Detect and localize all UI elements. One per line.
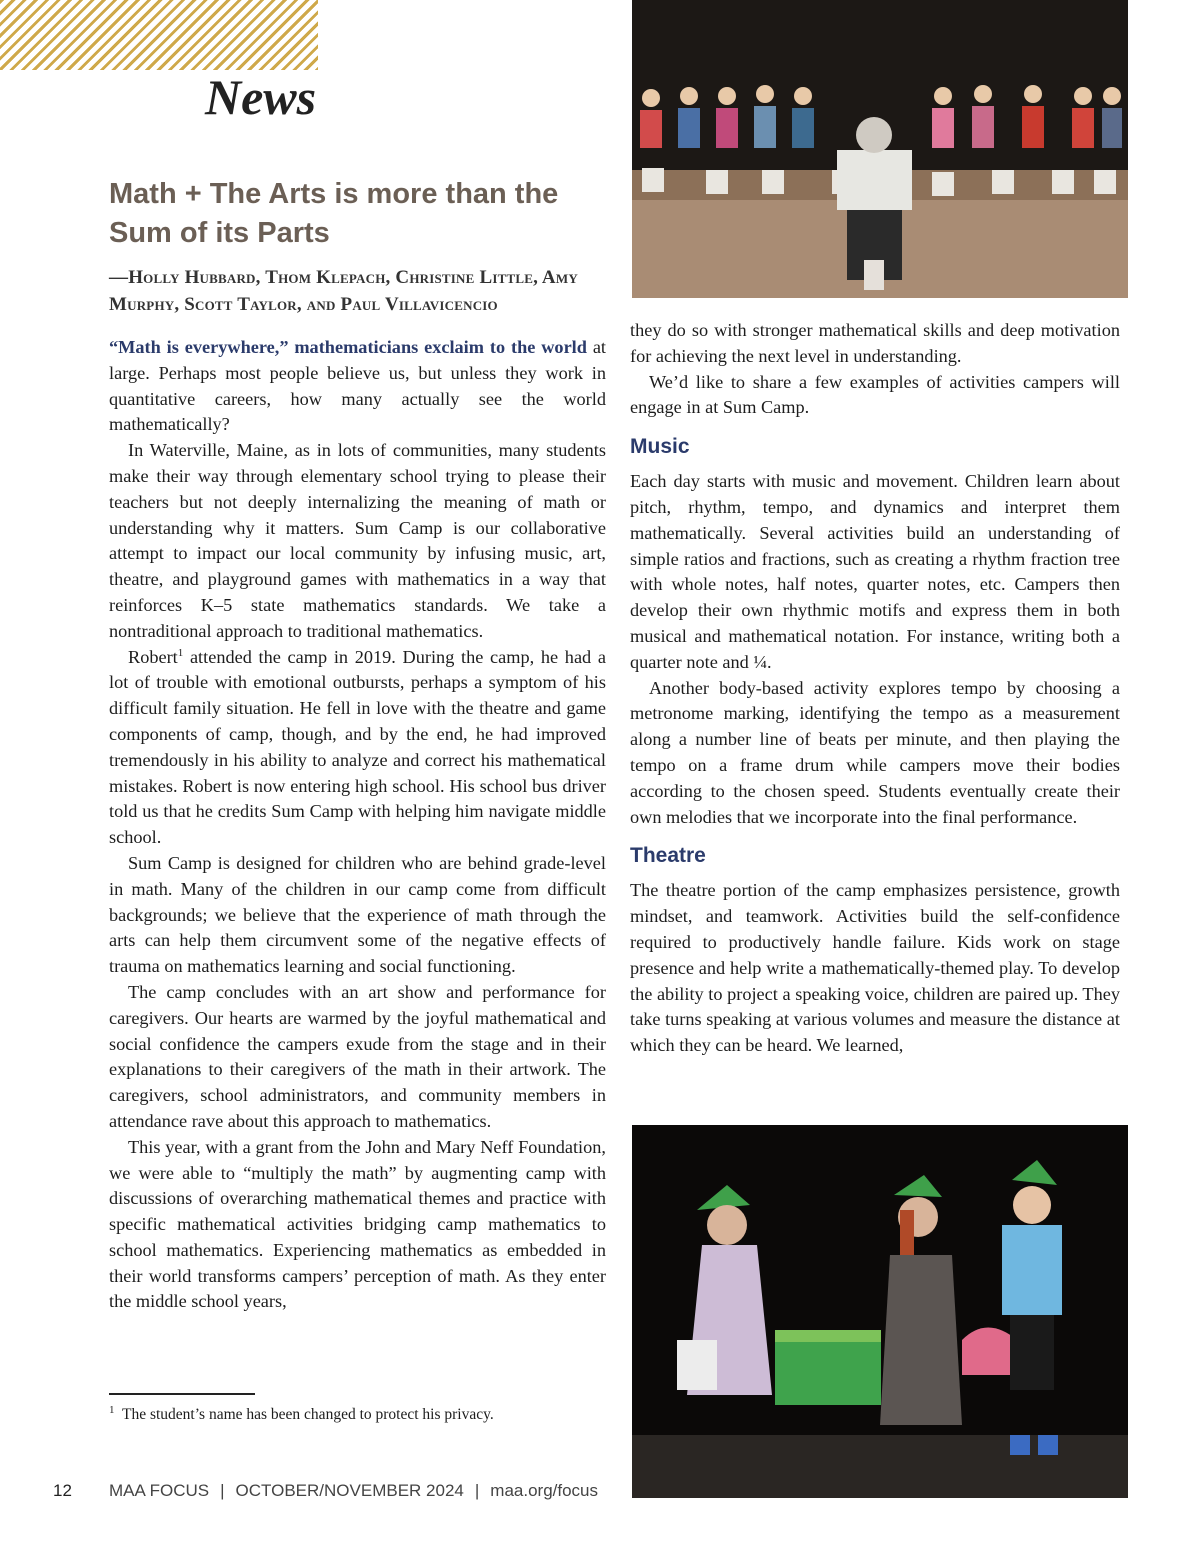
- footer-separator-1: |: [220, 1481, 225, 1500]
- paragraph-3-rest: attended the camp in 2019. During the camp, he had a lot of trouble with emotional outbursts, perhaps a symptom of his difficult family situation. He fell in love with the theatre and game components of camp, though, and by the end, he had improved tremendously in his ability to analyze and correct his mathematical mistakes. Robert is now entering high school. His school bus driver told us that he credits Sum Camp with helping him navigate middle school.: [109, 646, 606, 848]
- footer-separator-2: |: [474, 1481, 480, 1500]
- decorative-stripes: [0, 0, 318, 70]
- photo-drumming-campers: [632, 0, 1128, 298]
- paragraph-8: We’d like to share a few examples of activities campers will engage in at Sum Camp.: [630, 371, 1120, 418]
- footnote-text: The student’s name has been changed to protect his privacy.: [121, 1406, 494, 1423]
- music-heading: Music: [630, 435, 690, 459]
- paragraph-3: [109, 645, 606, 851]
- lead-text: “Math is everywhere,” mathematicians exclaim to the world: [109, 337, 587, 357]
- name-robert: Robert: [128, 646, 178, 667]
- paragraph-11: The theatre portion of the camp emphasizes persistence, growth mindset, and teamwork. Activities build the self-confidence required to productively handle failure. Kids work on stage presence and help write a mathematically-themed play. To develop the ability to project a speaking voice, children are paired up. They take turns speaking at various volumes and measure the distance at which they can be heard. We learned,: [630, 880, 1120, 1056]
- paragraph-2: In Waterville, Maine, as in lots of communities, many students make their way through elementary school trying to please their teachers but not deeply internalizing the meaning of math or understanding why it matters. Sum Camp is our collaborative attempt to impact our local community by infusing music, art, theatre, and playground games with mathematics in a way that reinforces K–5 state mathematics standards. We take a nontraditional approach to traditional mathematics.: [109, 440, 606, 641]
- photo-theatre-performance: [632, 1125, 1128, 1498]
- photo-drumming-svg: [632, 0, 1128, 298]
- footer-issue: OCTOBER/NOVEMBER 2024: [235, 1481, 464, 1500]
- column-left: [109, 335, 606, 1315]
- footer-publication: MAA FOCUS: [109, 1481, 210, 1500]
- article-title: Math + The Arts is more than the Sum of its Parts: [109, 178, 559, 249]
- paragraph-10: Another body-based activity explores tempo by choosing a metronome marking, identifying the tempo as a measurement along a number line of beats per minute, and then playing the tempo on a frame drum while campers move their bodies according to the chosen speed. Students eventually create their own melodies that we incorporate into the final performance.: [630, 677, 1120, 827]
- column-right: [630, 318, 1120, 1059]
- footnote-marker: 1: [177, 646, 184, 659]
- footer-info: [109, 1478, 629, 1504]
- paragraph-6: This year, with a grant from the John and Mary Neff Foundation, we were able to “multiply the math” by augmenting camp with discussions of overarching mathematical themes and practice with specific mathematical activities bridging camp mathematics to school mathematics. Experiencing mathematics as embedded in their world transforms campers’ perception of math. As they enter the middle school years,: [109, 1136, 606, 1312]
- section-label: News: [205, 69, 317, 125]
- footnote: [109, 1404, 609, 1426]
- paragraph-7: they do so with stronger mathematical skills and deep motivation for achieving the next level in understanding.: [630, 320, 1120, 366]
- footer-url[interactable]: maa.org/focus: [490, 1481, 599, 1500]
- photo-theatre-svg: [632, 1125, 1128, 1498]
- article-byline: —Holly Hubbard, Thom Klepach, Christine Little, Amy Murphy, Scott Taylor, and Paul Villavicencio: [109, 267, 578, 315]
- footnote-number: 1: [109, 1403, 115, 1416]
- paragraph-1: [109, 335, 606, 438]
- footnote-rule: [109, 1393, 255, 1395]
- paragraph-9: Each day starts with music and movement. Children learn about pitch, rhythm, tempo, and dynamics and interpret them mathematically. Several activities build an understanding of simple ratios and fractions, such as creating a rhythm fraction tree with whole notes, half notes, quarter notes, etc. Campers then develop their own rhythmic motifs and express them in both musical and mathematical notation. For instance, writing both a quarter note and ¼.: [630, 471, 1120, 672]
- paragraph-5: The camp concludes with an art show and performance for caregivers. Our hearts are warmed by the joyful mathematical and social confidence the campers exude from the stage and in their explanations to their caregivers of the math in their artwork. The caregivers, school administrators, and community members in attendance rave about this approach to mathematics.: [109, 981, 606, 1131]
- theatre-heading: Theatre: [630, 844, 706, 868]
- paragraph-1-rest: at large. Perhaps most people believe us, but unless they work in quantitative careers, how many actually see the world mathematically?: [109, 337, 607, 435]
- page-number: 12: [53, 1481, 72, 1500]
- paragraph-4: Sum Camp is designed for children who are behind grade-level in math. Many of the children in our camp come from difficult backgrounds; we believe that the experience of math through the arts can help them circumvent some of the negative effects of trauma on mathematics learning and social functioning.: [109, 852, 606, 977]
